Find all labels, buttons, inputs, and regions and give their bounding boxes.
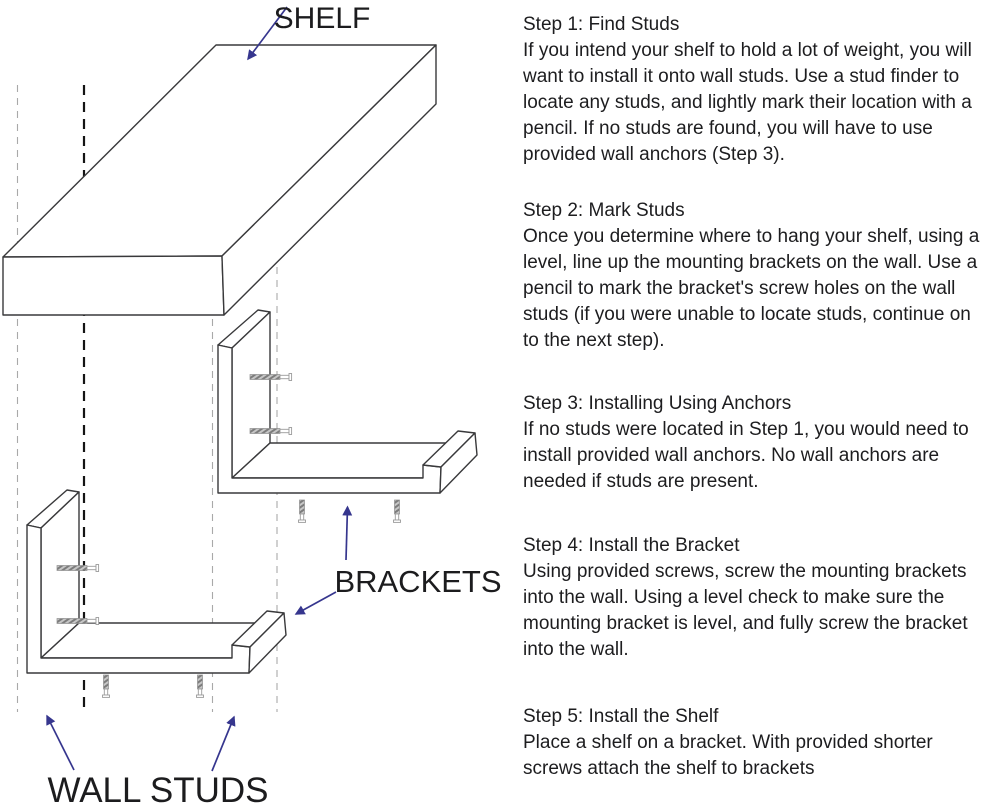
instructions-column: [523, 0, 985, 806]
shelf-drawing: [3, 45, 436, 315]
screw-icon: [103, 675, 110, 697]
screw-icon: [197, 675, 204, 697]
step-body: Place a shelf on a bracket. With provided shorter screws attach the shelf to brackets: [523, 732, 933, 779]
screw-icon: [250, 428, 292, 435]
step-title: Step 1: Find Studs: [523, 14, 680, 35]
step-block-2: [523, 198, 985, 354]
step-body: Using provided screws, screw the mounting brackets into the wall. Using a level check to make sure the mounting bracket is level, and fully screw the bracket into the wall.: [523, 561, 968, 660]
step-body: If no studs were located in Step 1, you would need to install provided wall anchors. No wall anchors are needed if studs are present.: [523, 419, 969, 492]
mounting-bracket-lower: [27, 490, 286, 673]
shelf-label: SHELF: [273, 2, 371, 35]
wall-studs-label: WALL STUDS: [47, 771, 269, 806]
brackets-label: BRACKETS: [334, 564, 502, 599]
wall-studs-arrow-left: [47, 716, 74, 770]
step-block-1: [523, 12, 985, 168]
step-block-3: [523, 391, 985, 495]
mounting-bracket-upper: [218, 310, 477, 493]
step-block-5: [523, 704, 985, 782]
step-body: If you intend your shelf to hold a lot of weight, you will want to install it onto wall studs. Use a stud finder to locate any studs, and lightly mark their location with a pencil. If no studs are found, you will have to use provided wall anchors (Step 3).: [523, 40, 972, 165]
step-title: Step 3: Installing Using Anchors: [523, 393, 792, 414]
step-block-4: [523, 533, 985, 663]
brackets-arrow-upper: [346, 507, 348, 560]
screw-icon: [57, 565, 99, 572]
screw-icon: [394, 500, 401, 522]
step-title: Step 4: Install the Bracket: [523, 535, 740, 556]
step-title: Step 5: Install the Shelf: [523, 706, 719, 727]
screw-icon: [250, 374, 292, 381]
brackets-arrow-lower: [296, 592, 336, 614]
step-body: Once you determine where to hang your shelf, using a level, line up the mounting brackets on the wall. Use a pencil to mark the bracket's screw holes on the wall studs (if you were unable to locate studs, continue on to the next step).: [523, 226, 980, 351]
step-title: Step 2: Mark Studs: [523, 200, 685, 221]
wall-studs-arrow-right: [212, 717, 234, 771]
screw-icon: [299, 500, 306, 522]
